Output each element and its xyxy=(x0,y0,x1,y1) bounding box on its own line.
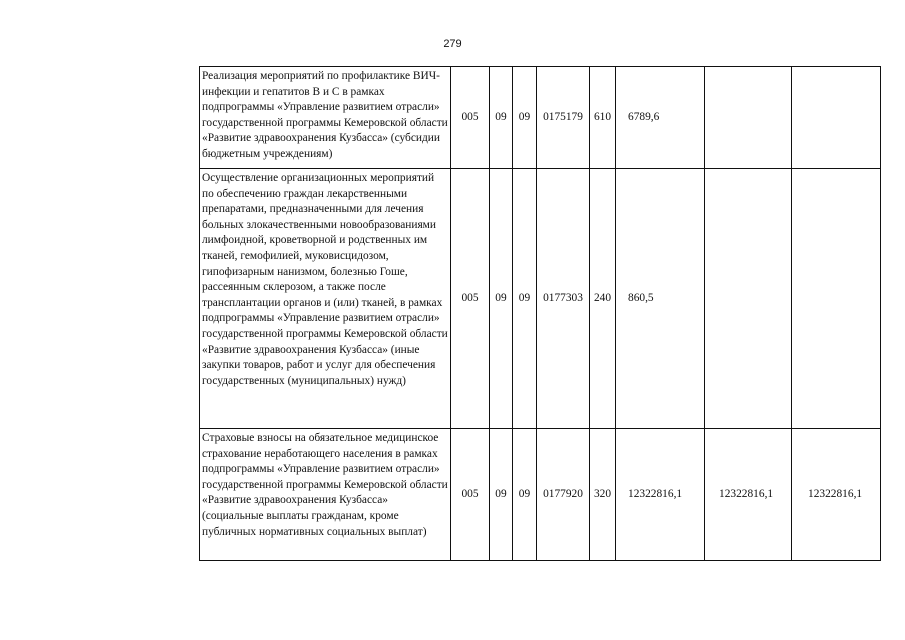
table-row xyxy=(200,429,881,561)
budget-table xyxy=(199,66,881,561)
expense-type-code: 320 xyxy=(590,429,616,561)
target-article-code: 0175179 xyxy=(537,67,590,169)
target-article-code: 0177303 xyxy=(537,169,590,429)
amount-year-1: 860,5 xyxy=(616,169,705,429)
amount-year-3 xyxy=(792,169,881,429)
target-article-code: 0177920 xyxy=(537,429,590,561)
table-row xyxy=(200,67,881,169)
section-code: 09 xyxy=(490,429,513,561)
row-description: Осуществление организационных мероприятий по обеспечению граждан лекарственными препаратами, предназначенными для лечения больных злокачественными новообразованиями лимфоидной, кроветворной и родственных им тканей, гемофилией, муковисцидозом, гипофизарным нанизмом, болезнью Гоше, рассеянным склерозом, а также после трансплантации органов и (или) тканей, в рамках подпрограммы «Управление развитием отрасли» государственной программы Кемеровской области «Развитие здравоохранения Кузбасса» (иные закупки товаров, работ и услуг для обеспечения государственных (муниципальных) нужд) xyxy=(200,169,451,429)
amount-year-1: 6789,6 xyxy=(616,67,705,169)
row-description: Страховые взносы на обязательное медицинское страхование неработающего населения в рамках подпрограммы «Управление развитием отрасли» государственной программы Кемеровской области «Развитие здравоохранения Кузбасса» (социальные выплаты гражданам, кроме публичных нормативных социальных выплат) xyxy=(200,429,451,561)
amount-year-3 xyxy=(792,67,881,169)
amount-year-2 xyxy=(705,169,792,429)
section-code: 09 xyxy=(490,67,513,169)
row-description: Реализация мероприятий по профилактике ВИЧ-инфекции и гепатитов В и С в рамках подпрограммы «Управление развитием отрасли» государственной программы Кемеровской области «Развитие здравоохранения Кузбасса» (субсидии бюджетным учреждениям) xyxy=(200,67,451,169)
amount-year-3: 12322816,1 xyxy=(792,429,881,561)
amount-year-1: 12322816,1 xyxy=(616,429,705,561)
subsection-code: 09 xyxy=(513,429,537,561)
ministry-code: 005 xyxy=(451,169,490,429)
amount-year-2 xyxy=(705,67,792,169)
expense-type-code: 610 xyxy=(590,67,616,169)
amount-year-2: 12322816,1 xyxy=(705,429,792,561)
page-number: 279 xyxy=(443,38,462,50)
ministry-code: 005 xyxy=(451,67,490,169)
ministry-code: 005 xyxy=(451,429,490,561)
subsection-code: 09 xyxy=(513,67,537,169)
subsection-code: 09 xyxy=(513,169,537,429)
section-code: 09 xyxy=(490,169,513,429)
expense-type-code: 240 xyxy=(590,169,616,429)
table-row xyxy=(200,169,881,429)
